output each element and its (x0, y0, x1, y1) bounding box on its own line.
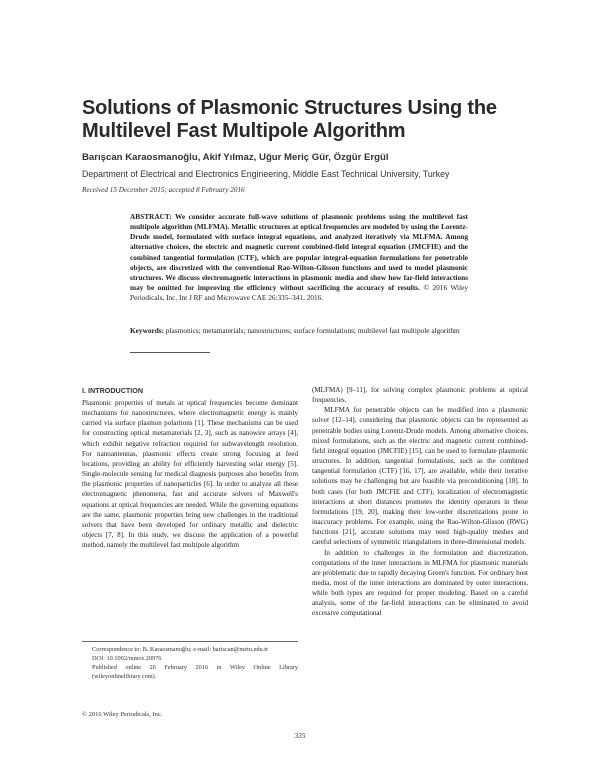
paper-title: Solutions of Plasmonic Structures Using the Multilevel Fast Multipole Algorithm (82, 97, 497, 142)
right-column (312, 385, 528, 619)
page-number: 335 (294, 731, 306, 740)
doi: DOI: 10.1002/mmce.20976 (92, 654, 162, 662)
footnote-divider (82, 641, 298, 642)
abstract (130, 212, 468, 303)
keywords-heading: Keywords: (130, 326, 165, 335)
abstract-heading: ABSTRACT: (130, 212, 172, 221)
received-dates: Received 15 December 2015; accepted 8 February 2016 (82, 186, 245, 194)
abstract-divider (130, 352, 210, 353)
keywords (130, 326, 468, 336)
section-heading-introduction: I. INTRODUCTION (82, 386, 144, 395)
author-list: Barışcan Karaosmanoğlu, Akif Yılmaz, Uğur Meriç Gür, Özgür Ergül (82, 152, 389, 163)
paragraph: Plasmonic properties of metals at optical frequencies become dominant mechanisms for nanostructures, where electromagnetic energy is mainly carried via surface plasmon polaritons [1]. These mechanisms can be used for constructing optical metamaterials [2, 3], such as nanowire arrays [4], which exhibit negative refraction required for subwavelength resolution. For nanoantennas, plasmonic effects create strong focusing at feed locations, providing an ability for efficiently harvesting solar energy [5]. Single-molecule sensing for medical diagnosis purposes also benefits from the plasmonic properties of nanoparticles [6]. In order to analyze all these electromagnetic phenomena, fast and accurate solvers of Maxwell's equations at optical frequencies are needed. While the governing equations are the same, plasmonic properties bring new challenges in the traditional solvers that have been developed for ordinary metallic and dielectric objects [7, 8]. In this study, we discuss the application of a powerful method, namely the multilevel fast multipole algorithm (82, 399, 298, 550)
keywords-list: plasmonics; metamaterials; nanostructures; surface formulations; multilevel fast multipole algorithm (164, 326, 460, 335)
abstract-body: We consider accurate full-wave solutions of plasmonic problems using the multilevel fast multipole algorithm (MLFMA). Metallic structures at optical frequencies are modeled by using the Lorentz-Drude model, formulated with surface integral equations, and analyzed iteratively via MLFMA. Among alternative choices, the electric and magnetic current combined-field integral equation (JMCFIE) and the combined tangential formulation (CTF), which are popular integral-equation formulations for penetrable objects, are discretized with the conventional Rao-Wilton-Glisson functions and used to model plasmonic structures. We discuss electromagnetic interactions in plasmonic media and show how far-field interactions may be omitted for improving the efficiency without sacrificing the accuracy of results. (130, 212, 468, 293)
correspondence: Correspondence to: B. Karaosmanoğlu; e-mail: bariscan@metu.edu.tr (92, 646, 269, 653)
published-online: Published online 26 February 2016 in Wiley Online Library (wileyonlinelibrary.com). (92, 663, 298, 680)
footnote (92, 646, 298, 682)
abstract-copyright: © 2016 Wiley Periodicals, Inc. Int J RF and Microwave CAE 26:335–341, 2016. (130, 283, 468, 303)
paragraph: MLFMA for penetrable objects can be modified into a plasmonic solver [12–14], considering that plasmonic objects can be represented as penetrable bodies using Lorentz-Drude models. Among alternative choices, mixed formulations, such as the electric and magnetic current combined-field integral equation (JMCFIE) [15], can be used to formulate plasmonic structures. In addition, tangential formulations, such as the combined tangential formulation (CTF) [16, 17], are available, while their iterative solutions may be challenging but are feasible via preconditioning [18]. In both cases (for both JMCFIE and CTF), localization of electromagnetic interactions at short distances promotes the identity operators in these formulations [19, 20], making their low-order discretizations prone to inaccuracy problems. For example, using the Rao-Wilton-Glisson (RWG) functions [21], accurate solutions may need high-quality meshes and careful selections of symmetric triangulations in three-dimensional models. (312, 406, 528, 547)
copyright-notice: © 2016 Wiley Periodicals, Inc. (82, 711, 163, 718)
paragraph: In addition to challenges in the formulation and discretization, computations of the inner interactions in MLFMA for plasmonic materials are problematic due to rapidly decaying Green's function. For ordinary host media, most of the inner interactions are dominated by outer interactions, while both types are required for proper modeling. Based on a careful analysis, some of the far-field interactions can be eliminated to avoid excessive computational (312, 548, 528, 618)
paragraph: (MLFMA) [9–11], for solving complex plasmonic problems at optical frequencies. (312, 386, 528, 405)
left-column (82, 398, 298, 550)
affiliation: Department of Electrical and Electronics Engineering, Middle East Technical University, Turkey (82, 169, 450, 179)
